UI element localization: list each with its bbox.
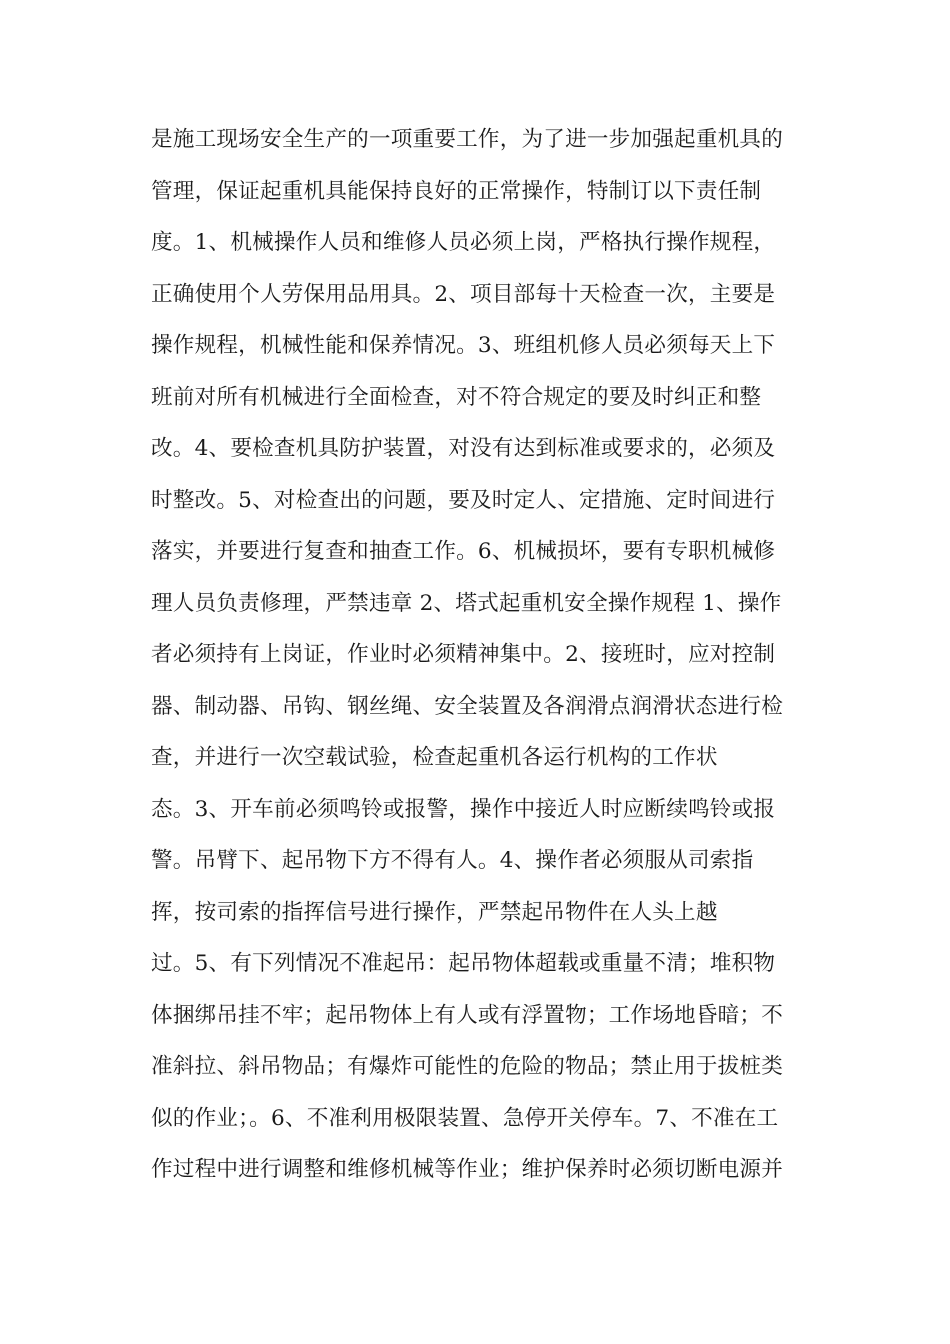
text-line: 者必须持有上岗证，作业时必须精神集中。2、接班时，应对控制	[151, 642, 776, 667]
text-line: 查，并进行一次空载试验，检查起重机各运行机构的工作状	[151, 745, 718, 770]
text-line: 似的作业；。6、不准利用极限装置、急停开关停车。7、不准在工	[151, 1105, 779, 1131]
text-line: 正确使用个人劳保用品用具。2、项目部每十天检查一次，主要是	[151, 281, 776, 307]
text-line: 警。吊臂下、起吊物下方不得有人。4、操作者必须服从司索指	[151, 848, 754, 873]
text-line: 改。4、要检查机具防护装置，对没有达到标准或要求的，必须及	[151, 436, 776, 461]
text-line: 理人员负责修理，严禁违章 2、塔式起重机安全操作规程 1、操作	[151, 590, 782, 616]
text-line: 态。3、开车前必须鸣铃或报警，操作中接近人时应断续鸣铃或报	[151, 796, 776, 822]
text-line: 器、制动器、吊钩、钢丝绳、安全装置及各润滑点润滑状态进行检	[151, 693, 784, 719]
text-line: 过。5、有下列情况不准起吊：起吊物体超载或重量不清；堆积物	[151, 951, 776, 976]
body-text	[151, 114, 811, 1196]
text-line: 挥，按司索的指挥信号进行操作，严禁起吊物件在人头上越	[151, 899, 718, 925]
text-line: 操作规程，机械性能和保养情况。3、班组机修人员必须每天上下	[151, 333, 776, 358]
text-line: 准斜拉、斜吊物品；有爆炸可能性的危险的物品；禁止用于拔桩类	[151, 1054, 784, 1079]
text-line: 是施工现场安全生产的一项重要工作，为了进一步加强起重机具的	[151, 127, 784, 152]
text-line: 作过程中进行调整和维修机械等作业；维护保养时必须切断电源并	[151, 1157, 784, 1182]
text-line: 度。1、机械操作人员和维修人员必须上岗，严格执行操作规程，	[151, 230, 776, 255]
text-line: 管理，保证起重机具能保持良好的正常操作，特制订以下责任制	[151, 178, 762, 204]
text-line: 体捆绑吊挂不牢；起吊物体上有人或有浮置物；工作场地昏暗；不	[151, 1002, 784, 1028]
text-line: 落实，并要进行复查和抽查工作。6、机械损坏，要有专职机械修	[151, 539, 776, 564]
text-line: 班前对所有机械进行全面检查，对不符合规定的要及时纠正和整	[151, 384, 762, 410]
text-line: 时整改。5、对检查出的问题，要及时定人、定措施、定时间进行	[151, 487, 776, 513]
